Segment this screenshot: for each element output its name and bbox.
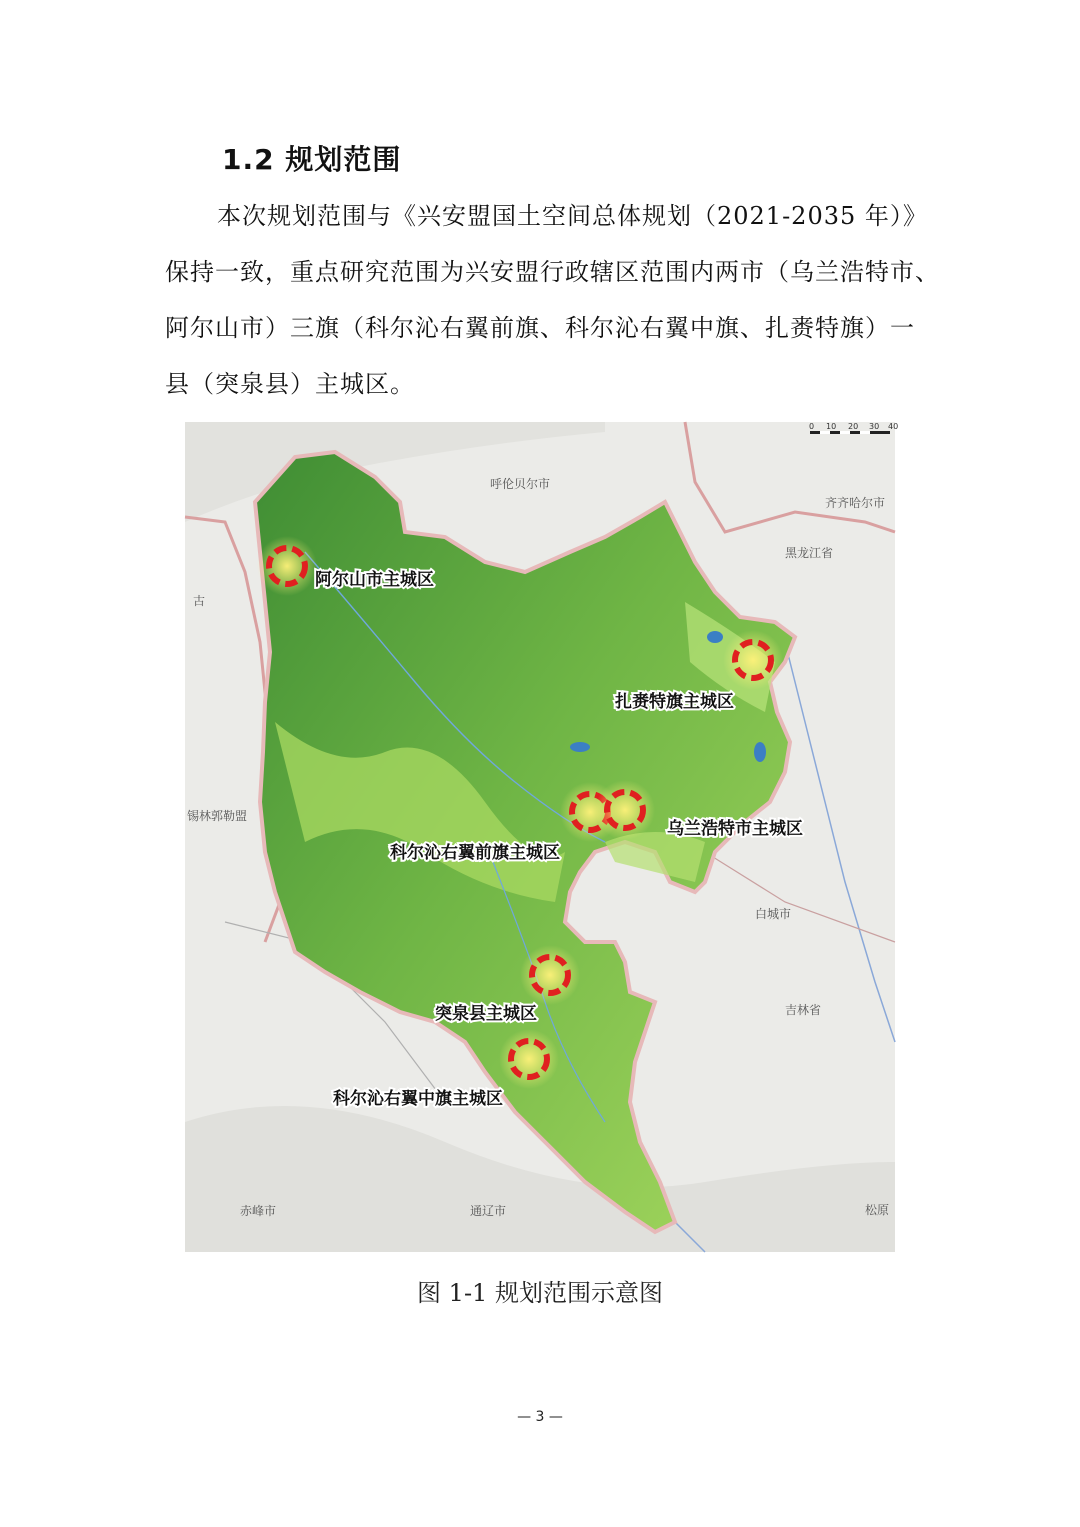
region-label-qiqihar: 齐齐哈尔市 xyxy=(825,496,886,510)
paragraph-line: 本次规划范围与《兴安盟国土空间总体规划（2021-2035 年）》 xyxy=(217,202,928,230)
paragraph-line: 保持一致，重点研究范围为兴安盟行政辖区范围内两市（乌兰浩特市、 xyxy=(165,258,940,286)
scale-tick: 0 xyxy=(809,422,815,431)
paragraph-line: 阿尔山市）三旗（科尔沁右翼前旗、科尔沁右翼中旗、扎赉特旗）一 xyxy=(165,314,915,342)
planning-scope-map xyxy=(185,422,899,1252)
scale-tick: 20 xyxy=(848,422,859,431)
figure-caption: 图 1-1 规划范围示意图 xyxy=(417,1279,663,1307)
region-label-chifeng: 赤峰市 xyxy=(240,1204,277,1218)
city-label-ulanhot: 乌兰浩特市主城区 xyxy=(667,819,803,839)
scale-tick: 10 xyxy=(826,422,837,431)
paragraph-line: 县（突泉县）主城区。 xyxy=(165,370,415,398)
city-label-horqin-middle: 科尔沁右翼中旗主城区 xyxy=(333,1089,503,1109)
region-label-tongliao: 通辽市 xyxy=(470,1204,507,1218)
city-marker-ulanhot xyxy=(595,780,655,840)
city-label-tuquan: 突泉县主城区 xyxy=(435,1004,537,1024)
city-marker-horqin-middle xyxy=(499,1029,559,1089)
lake xyxy=(707,631,723,643)
lake xyxy=(570,742,590,752)
city-marker-arshan xyxy=(257,536,317,596)
region-label-songyuan: 松原 xyxy=(865,1203,890,1217)
scale-tick: 40 xyxy=(888,422,899,431)
city-label-zalaite: 扎赉特旗主城区 xyxy=(615,692,734,712)
region-label-baicheng: 白城市 xyxy=(755,907,792,921)
region-label-hulunbuir: 呼伦贝尔市 xyxy=(490,477,551,491)
body-paragraph xyxy=(165,188,940,412)
region-label-mongolia: 古 xyxy=(193,594,206,608)
region-label-heilongjiang: 黑龙江省 xyxy=(785,546,834,560)
region-label-xilingol: 锡林郭勒盟 xyxy=(187,809,248,823)
section-heading: 1.2 规划范围 xyxy=(222,143,402,176)
region-label-jilin: 吉林省 xyxy=(785,1003,822,1017)
city-label-horqin-front: 科尔沁右翼前旗主城区 xyxy=(390,843,560,863)
page-number: — 3 — xyxy=(517,1409,563,1425)
lake xyxy=(754,742,766,762)
scale-tick: 30 xyxy=(869,422,880,431)
city-marker-tuquan xyxy=(520,945,580,1005)
city-marker-zalaite xyxy=(723,630,783,690)
city-label-arshan: 阿尔山市主城区 xyxy=(315,570,434,590)
